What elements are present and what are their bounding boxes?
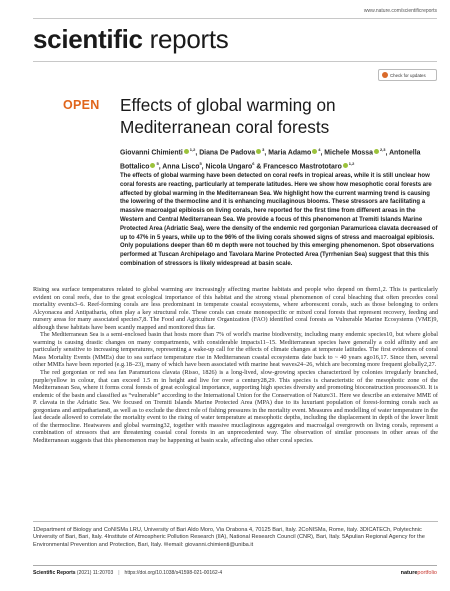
publisher-logo bbox=[401, 570, 437, 576]
footer-journal: Scientific Reports bbox=[33, 570, 76, 576]
footer-separator: | bbox=[118, 570, 120, 576]
publisher-suffix: portfolio bbox=[417, 570, 437, 576]
check-updates-button[interactable] bbox=[378, 69, 437, 81]
body-text bbox=[33, 286, 438, 444]
article-title: Effects of global warming on Mediterranean coral forests bbox=[120, 95, 336, 137]
orcid-icon[interactable] bbox=[343, 163, 348, 168]
author-list: Giovanni Chimienti $^{1,2}$, Diana De Padova $^3$, Maria Adamo $^4$, Michele Mossa $^{2,3}$, Antonella Bottalico $^5$, Anna Lisco$^5$, Nicola Ungaro$^6$ & Francesco Mastrototaro $^{1,2}$ bbox=[120, 147, 421, 171]
author-name[interactable]: Anna Lisco bbox=[162, 163, 200, 171]
journal-url[interactable]: www.nature.com/scientificreports bbox=[363, 8, 437, 14]
body-paragraph: The red gorgonian or red sea fan Paramuricea clavata (Risso, 1826) is a long-lived, slow-growing species characterized by colonies irregularly branched, purple/yellow in colour, that can exceed 1.5 m in height and live for over a century28,29. This species is characteristic of the mesophotic zone of the Mediterranean Sea, where it forms coral forests of great ecological importance, supporting high species diversity and promoting bioconstruction processes30. It is endemic of the basin and classified as “vulnerable” according to the International Union for the Conservation of Nature31. Here we describe an extensive MME of P. clavata in the Adriatic Sea. We focused on Tremiti Islands Marine Protected Area (MPA) due to its luxuriant population of forest-forming corals such as gorgonians and antipatharians8, as well as to exclude the direct role of fishing pressures in the mortality event. Measures and modelling of water temperature in the last decade allowed to correlate the mortality event to the rising of water temperature at mesophotic depths, including the displacement in depth of the lower limit of the thermocline. Heatwaves and global warming32, together with massive mucilaginous aggregates and macroalgal overgrowth on living corals, represent a combination of stressors that are threatening coastal coral forests in an unprecedented way. The observation of similar processes in other areas of the Mediterranean suggests that this phenomenon may be happening at basin scale, affecting also other coral species. bbox=[33, 369, 438, 444]
author-affiliation-sup: 6 bbox=[252, 160, 255, 166]
header-divider bbox=[33, 18, 437, 19]
brand-light: reports bbox=[142, 24, 229, 54]
author-name[interactable]: Diana De Padova bbox=[199, 149, 256, 157]
orcid-icon[interactable] bbox=[374, 149, 379, 154]
body-paragraph: The Mediterranean Sea is a semi-enclosed basin that hosts more than 7% of world's marine biodiversity, including many endemic species10, but where global warming is causing drastic changes on many compartments, with considerable impacts11–15. Mediterranean species have generally a cold affinity and are particularly sensitive to increasing temperatures, representing a wake-up call for the effects of climate changes at temperate latitudes. The first evidences of coral Mass Mortality Events (MMEs) due to sea surface temperature rise in Mediterranean coastal ecosystems date back to ~ 40 years ago16,17. Since then, several other MMEs have been reported (e.g.18–23), many of which have been associated with marine heat waves24–26, which are becoming more frequent globally2,27. bbox=[33, 331, 438, 369]
abstract: The effects of global warming have been detected on coral reefs in tropical areas, while it is still unclear how coral forests are reacting, particularly at temperate latitudes. Here we show how mesophotic coral forests are affected by global warming in the Mediterranean Sea. We highlight how the current warming trend is causing the lowering of the thermocline and it is enhancing mucilaginous blooms. These stressors are facilitating a massive macroalgal epibiosis on living corals, here reported for the first time from different areas in the Western and Central Mediterranean Sea. We provide a focus of this phenomenon at Tremiti Islands Marine Protected Area (Adriatic Sea), were the density of the endemic red gorgonian Paramuricea clavata decreased of up to 47% in 5 years, while up to the 96% of the living corals showed signs of stress and macroalgal epibiosis. Only populations deeper than 60 m depth were not touched by this emerging phenomenon. Spot observations performed at Tuscan Archipelago and Tavolara Marine Protected Area (Tyrrhenian Sea) suggest that this this combination of stressors is likely widespread at basin scale. bbox=[120, 173, 438, 267]
footer-doi[interactable]: https://doi.org/10.1038/s41598-021-00162-4 bbox=[124, 570, 223, 576]
author-affiliation-sup: 2,3 bbox=[379, 147, 386, 152]
author-affiliation-sup: 5 bbox=[199, 160, 202, 166]
orcid-icon[interactable] bbox=[184, 149, 189, 154]
body-paragraph: Rising sea surface temperatures related to global warming are increasingly affecting marine habitats and people who depend on them1,2. This is particularly evident on coral reefs, due to the great ecological importance of this habitat and the strong visual phenomenon of coral bleaching that often precedes coral mortality events3–6. Reef-forming corals are less predominant in temperate coastal ecosystems, where arborescent corals, such as those belonging to orders Alcyonacea and Antipatharia, often play a key structural role. These corals can create monospecific or mixed coral forests that represent recovery, feeding and nursery areas for many associated species7,8. The Food and Agriculture Organization (FAO) identified coral forests as Vulnerable Marine Ecosystems (VME)9, although these habitats have been scantly mapped and monitored thus far. bbox=[33, 286, 438, 331]
author-name[interactable]: Giovanni Chimienti bbox=[120, 149, 183, 157]
author-affiliation-sup: 1,2 bbox=[189, 147, 196, 152]
author-name[interactable]: Michele Mossa bbox=[324, 149, 373, 157]
author-affiliation-sup: 4 bbox=[318, 147, 321, 152]
affiliations: 1Department of Biology and CoNISMa LRU, University of Bari Aldo Moro, Via Orabona 4, 70125 Bari, Italy. 2CoNISMa, Rome, Italy. 3DICATECh, Polytechnic University of Bari, Bari, Italy. 4Institute of Atmospheric Pollution Research (IIA), National Research Council (CNR), Bari, Italy. 5Apulian Regional Agency for the Environmental Prevention and Protection, Bari, Italy. ✉email: giovanni.chimienti@uniba.it bbox=[33, 527, 425, 548]
check-updates-label: Check for updates bbox=[390, 72, 426, 78]
orcid-icon[interactable] bbox=[150, 163, 155, 168]
footer-citation: (2021) 11:20703 bbox=[76, 570, 114, 576]
page-footer bbox=[33, 570, 437, 576]
orcid-icon[interactable] bbox=[312, 149, 317, 154]
author-name[interactable]: Antonella Bottalico bbox=[120, 149, 421, 171]
journal-brand[interactable] bbox=[33, 26, 228, 52]
brand-divider bbox=[33, 61, 437, 62]
check-updates-icon bbox=[382, 72, 388, 78]
publisher-name: nature bbox=[400, 570, 418, 576]
orcid-icon[interactable] bbox=[256, 149, 261, 154]
author-affiliation-sup: 1,2 bbox=[348, 160, 355, 166]
author-name[interactable]: Maria Adamo bbox=[268, 149, 312, 157]
open-access-label: OPEN bbox=[63, 98, 100, 112]
author-name[interactable]: Nicola Ungaro bbox=[205, 163, 253, 171]
affiliation-divider bbox=[33, 521, 438, 522]
author-name[interactable]: Francesco Mastrototaro bbox=[263, 163, 342, 171]
author-affiliation-sup: 3 bbox=[262, 147, 265, 152]
footer-divider bbox=[33, 565, 437, 566]
author-affiliation-sup: 5 bbox=[156, 160, 159, 166]
brand-bold: scientific bbox=[33, 24, 143, 54]
